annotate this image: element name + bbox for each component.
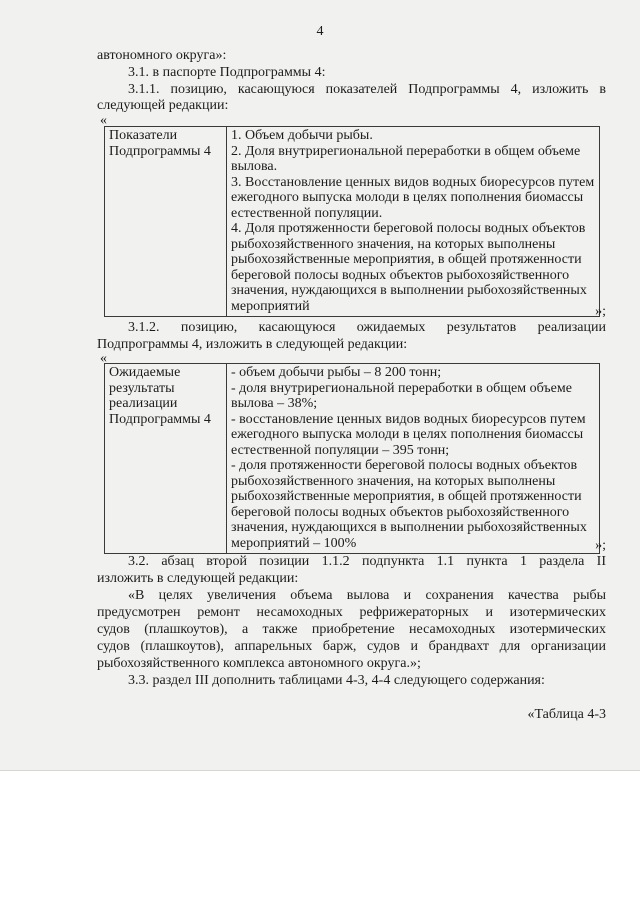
label-line: Подпрограммы 4: [109, 411, 211, 427]
section-3-1: 3.1. в паспорте Подпрограммы 4:: [128, 65, 326, 80]
list-item: - доля внутрирегиональной переработки в общем объеме вылова – 38%;: [231, 380, 572, 411]
list-item: 3. Восстановление ценных видов водных биоресурсов путем ежегодного выпуска молоди в целях пополнения биомассы естественной популяции.: [231, 174, 595, 221]
label-line: результаты: [109, 380, 175, 396]
open-quote-2: «: [100, 351, 107, 366]
quote-paragraph-line5: рыбохозяйственного комплекса автономного округа.»;: [97, 656, 421, 671]
section-3-1-1-line1: 3.1.1. позицию, касающуюся показателей Подпрограммы 4, изложить в: [128, 82, 606, 97]
label-line: Показатели: [109, 128, 178, 143]
table-caption: «Таблица 4-3: [527, 707, 606, 722]
results-label-cell: [105, 364, 227, 554]
quote-paragraph-line2: предусмотрен ремонт несамоходных рефрижераторных и изотермических: [97, 605, 606, 620]
section-3-3: 3.3. раздел III дополнить таблицами 4-3, 4-4 следующего содержания:: [128, 673, 545, 688]
results-values-cell: [227, 364, 600, 554]
section-3-1-2-line2: Подпрограммы 4, изложить в следующей редакции:: [97, 337, 408, 352]
table-row: [105, 364, 600, 554]
expected-results-table: [104, 363, 600, 554]
intro-line: автономного округа»:: [97, 48, 227, 63]
label-line: реализации: [109, 396, 178, 411]
indicators-values-cell: [227, 127, 600, 317]
section-3-1-1-line2: следующей редакции:: [97, 98, 229, 113]
close-quote-1: »;: [595, 304, 606, 319]
indicators-table: [104, 126, 600, 317]
section-3-2-line1: 3.2. абзац второй позиции 1.1.2 подпункта 1.1 пункта 1 раздела II: [128, 554, 606, 569]
label-line: Подпрограммы 4: [109, 143, 211, 159]
label-line: Ожидаемые: [109, 365, 181, 380]
section-3-1-2-line1: 3.1.2. позицию, касающуюся ожидаемых результатов реализации: [128, 320, 606, 335]
open-quote-1: «: [100, 113, 107, 128]
list-item: - восстановление ценных видов водных биоресурсов путем ежегодного выпуска молоди в целях пополнения биомассы естественной популяции – 395 тонн;: [231, 411, 586, 458]
close-quote-2: »;: [595, 538, 606, 553]
quote-paragraph-line3: судов (плашкоутов), а также приобретение несамоходных изотермических: [97, 622, 606, 637]
list-item: - доля протяженности береговой полосы водных объектов рыбохозяйственного значения, на которых выполнены рыбохозяйственные мероприятия, в общей протяженности береговой полосы водных объектов рыбохозяйственного значения, нуждающихся в выполнении рыбохозяйственных мероприятий – 100%: [231, 458, 587, 551]
indicators-label-cell: [105, 127, 227, 317]
quote-paragraph-line1: «В целях увеличения объема вылова и сохранения качества рыбы: [128, 588, 606, 603]
list-item: - объем добычи рыбы – 8 200 тонн;: [231, 365, 442, 380]
table-row: [105, 127, 600, 317]
quote-paragraph-line4: судов (плашкоутов), аппарельных барж, судов и брандвахт для организации: [97, 639, 606, 654]
page-number: 4: [316, 24, 324, 39]
section-3-2-line2: изложить в следующей редакции:: [97, 571, 299, 586]
list-item: 1. Объем добычи рыбы.: [231, 128, 373, 143]
list-item: 4. Доля протяженности береговой полосы водных объектов рыбохозяйственного значения, на которых выполнены рыбохозяйственные мероприятия, в общей протяженности береговой полосы водных объектов рыбохозяйственного значения, нуждающихся в выполнении рыбохозяйственных мероприятий: [231, 221, 587, 314]
list-item: 2. Доля внутрирегиональной переработки в общем объеме вылова.: [231, 143, 581, 174]
